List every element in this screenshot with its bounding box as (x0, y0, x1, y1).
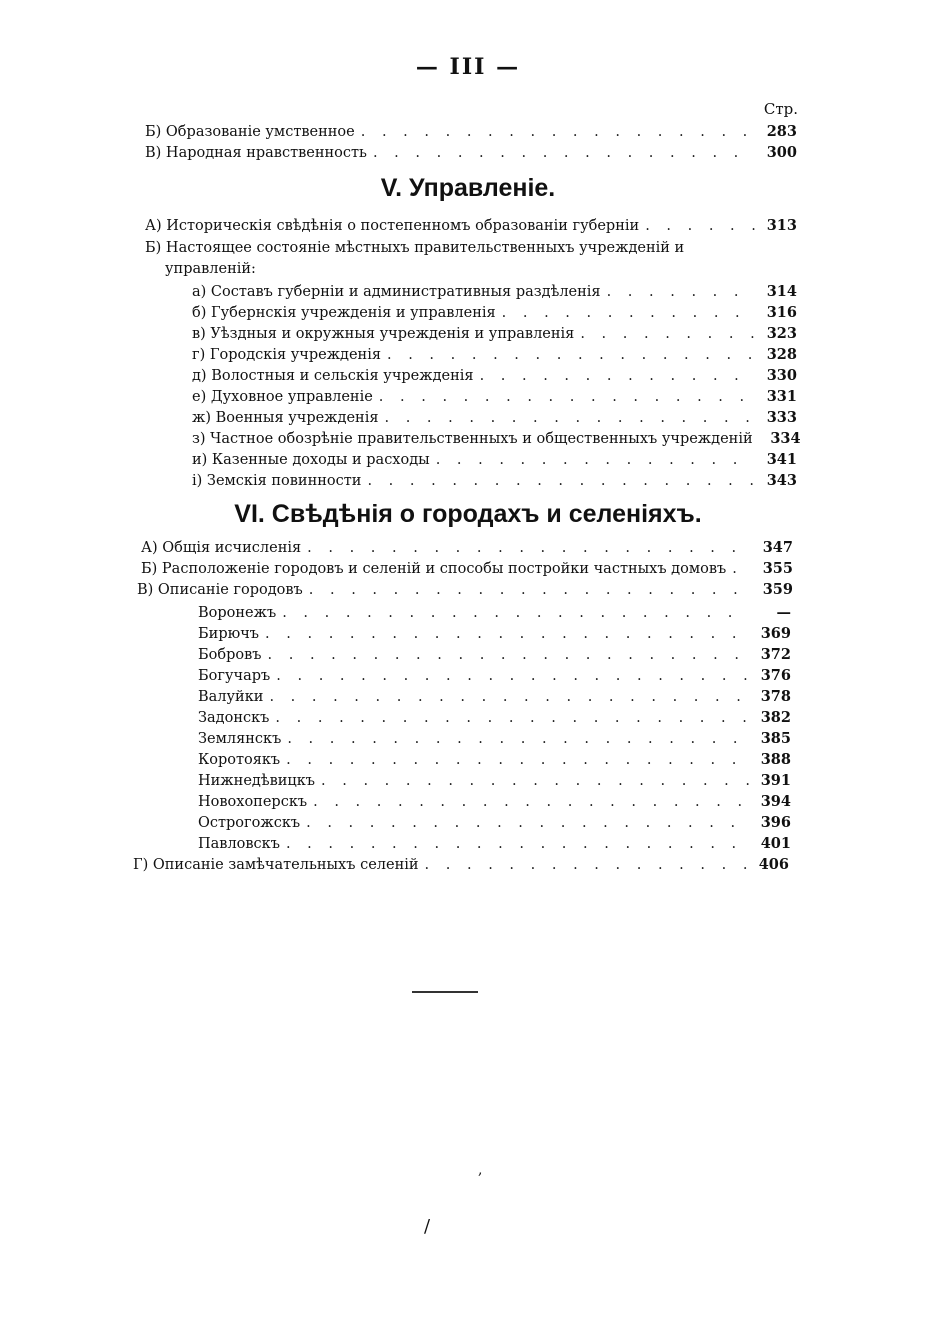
toc-entry-page: 343 (766, 472, 797, 489)
toc-entry-label: Б) Настоящее состояніе мѣстныхъ правительственныхъ учрежденій и (145, 240, 685, 256)
toc-entry-label: А) Общія исчисленія (141, 540, 302, 556)
dot-leader (265, 624, 749, 644)
dot-leader (321, 771, 749, 791)
toc-entry-label: Коротоякъ (198, 752, 281, 768)
toc-entry (133, 855, 789, 875)
toc-entry-label: и) Казенные доходы и расходы (192, 452, 430, 468)
toc-entry-label: і) Земскія повинности (192, 473, 362, 489)
toc-entry-page: 406 (758, 856, 789, 873)
toc-entry-page: 333 (766, 409, 797, 426)
toc-sub-entry (192, 387, 797, 407)
toc-entry-label: В) Народная нравственность (145, 145, 367, 161)
toc-entry (141, 559, 793, 579)
dot-leader (309, 580, 751, 600)
toc-entry-page: 372 (760, 646, 791, 663)
toc-entry-page: 378 (760, 688, 791, 705)
toc-city-entry (198, 666, 791, 686)
dot-leader (269, 687, 749, 707)
toc-entry-page: — (776, 604, 791, 621)
toc-entry-page: 313 (766, 217, 797, 234)
dot-leader (425, 855, 747, 875)
toc-entry-page: 376 (760, 667, 791, 684)
toc-sub-entry (192, 471, 797, 491)
toc-sub-entry (192, 366, 797, 386)
toc-sub-entry (192, 324, 797, 344)
toc-entry-page: 323 (766, 325, 797, 342)
toc-entry (141, 538, 793, 558)
dot-leader (607, 282, 755, 302)
toc-entry-label: Нижнедѣвицкъ (198, 773, 316, 789)
toc-entry (145, 143, 797, 163)
toc-entry-label: Новохоперскъ (198, 794, 308, 810)
dot-leader (436, 450, 755, 470)
dot-leader (286, 750, 749, 770)
dot-leader (645, 216, 755, 236)
section-v-heading: V. Управленіе. (380, 174, 556, 202)
toc-city-entry (198, 645, 791, 665)
toc-sub-entry (192, 408, 797, 428)
toc-entry-label: а) Составъ губерніи и административныя раздѣленія (192, 284, 601, 300)
toc-entry-page: 355 (762, 560, 793, 577)
toc-entry-label: д) Волостныя и сельскія учрежденія (192, 368, 474, 384)
toc-entry-page: 341 (766, 451, 797, 468)
toc-entry-label: Валуйки (198, 689, 264, 705)
toc-sub-entry (192, 303, 797, 323)
dot-leader (313, 792, 749, 812)
page-column-label: Стр. (763, 100, 798, 118)
toc-city-entry (198, 603, 791, 623)
toc-entry-label: в) Уѣздныя и окружныя учрежденія и управленія (192, 326, 575, 342)
dot-leader (306, 813, 749, 833)
page-number: — III — (415, 54, 521, 80)
toc-entry-label-continuation: управленій: (165, 261, 256, 277)
section-vi-heading: VI. Свѣдѣнія о городахъ и селеніяхъ. (234, 500, 702, 528)
toc-entry-label: Задонскъ (198, 710, 270, 726)
stray-mark: / (424, 1216, 431, 1237)
dot-leader (367, 471, 755, 491)
dot-leader (276, 666, 749, 686)
toc-sub-entry (192, 345, 797, 365)
toc-entry-label: Бирючъ (198, 626, 260, 642)
toc-entry-label: Воронежъ (198, 605, 277, 621)
toc-entry-label: Богучаръ (198, 668, 271, 684)
dot-leader (387, 345, 755, 365)
dot-leader (580, 324, 755, 344)
toc-entry-label: ж) Военныя учрежденія (192, 410, 379, 426)
dot-leader (373, 143, 755, 163)
toc-entry-page: 359 (762, 581, 793, 598)
toc-sub-entry (192, 282, 797, 302)
toc-entry-label: В) Описаніе городовъ (137, 582, 303, 598)
toc-entry-page: 401 (760, 835, 791, 852)
toc-entry-label: Павловскъ (198, 836, 280, 852)
toc-entry-page: 331 (766, 388, 797, 405)
toc-entry-label: А) Историческія свѣдѣнія о постепенномъ образованіи губерніи (145, 218, 640, 234)
toc-entry-page: 328 (766, 346, 797, 363)
dot-leader (287, 729, 749, 749)
toc-entry-label: е) Духовное управленіе (192, 389, 373, 405)
toc-entry-page: 382 (760, 709, 791, 726)
toc-city-entry (198, 834, 791, 854)
toc-city-entry (198, 708, 791, 728)
toc-entry-label: Бобровъ (198, 647, 262, 663)
toc-entry-page: 314 (766, 283, 797, 300)
toc-entry-page: 388 (760, 751, 791, 768)
dot-leader (282, 603, 749, 623)
toc-city-entry (198, 729, 791, 749)
toc-entry (145, 216, 797, 236)
toc-entry-label: з) Частное обозрѣніе правительственныхъ и общественныхъ учрежденій (192, 431, 753, 447)
toc-entry-page: 300 (766, 144, 797, 161)
toc-entry-page: 369 (760, 625, 791, 642)
toc-city-entry (198, 624, 791, 644)
stray-mark: , (478, 1162, 483, 1178)
toc-entry-label: Г) Описаніе замѣчательныхъ селеній (133, 857, 419, 873)
toc-entry-label: Б) Расположеніе городовъ и селеній и способы постройки частныхъ домовъ (141, 561, 727, 577)
separator-rule (412, 991, 478, 993)
toc-entry-label: г) Городскія учрежденія (192, 347, 381, 363)
dot-leader (379, 387, 755, 407)
toc-entry-page: 283 (766, 123, 797, 140)
toc-entry-page: 394 (760, 793, 791, 810)
dot-leader (268, 645, 749, 665)
toc-entry-page: 347 (762, 539, 793, 556)
dot-leader (480, 366, 755, 386)
dot-leader (732, 559, 751, 579)
toc-entry-page: 330 (766, 367, 797, 384)
toc-entry-page: 316 (766, 304, 797, 321)
dot-leader (361, 122, 755, 142)
dot-leader (502, 303, 755, 323)
dot-leader (384, 408, 755, 428)
toc-entry-label: Землянскъ (198, 731, 282, 747)
toc-entry-page: 334 (770, 430, 801, 447)
toc-city-entry (198, 771, 791, 791)
toc-sub-entry (192, 450, 797, 470)
toc-sub-entry (192, 429, 801, 449)
dot-leader (275, 708, 749, 728)
toc-city-entry (198, 813, 791, 833)
dot-leader (307, 538, 751, 558)
toc-city-entry (198, 750, 791, 770)
toc-entry-page: 396 (760, 814, 791, 831)
toc-entry-label: б) Губернскія учрежденія и управленія (192, 305, 496, 321)
toc-city-entry (198, 792, 791, 812)
toc-entry-label: Б) Образованіе умственное (145, 124, 355, 140)
toc-entry-page: 391 (760, 772, 791, 789)
toc-entry (145, 122, 797, 142)
dot-leader (286, 834, 749, 854)
toc-entry (137, 580, 793, 600)
toc-entry-page: 385 (760, 730, 791, 747)
toc-city-entry (198, 687, 791, 707)
toc-entry-label: Острогожскъ (198, 815, 301, 831)
